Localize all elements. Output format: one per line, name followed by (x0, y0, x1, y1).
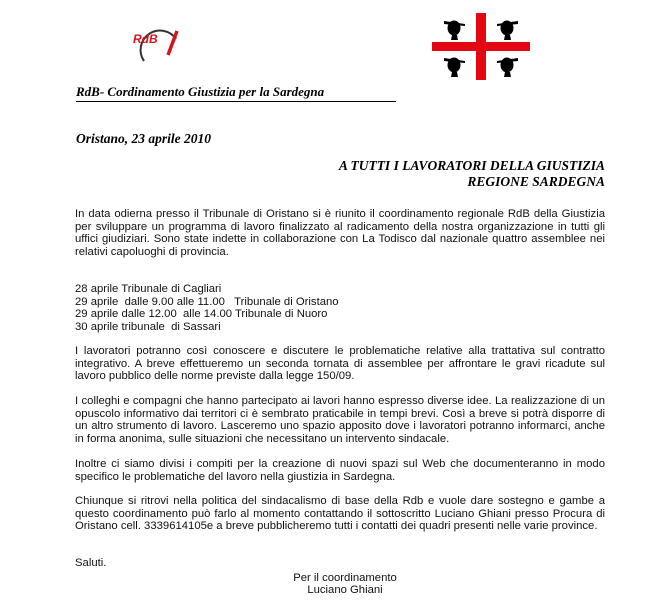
paragraph-contract: I lavoratori potranno così conoscere e discutere le problematiche relative alla trattativa sul contratto integrativo. A breve effettueremo un seconda tornata di assemblee per affrontare le gravi ricadute sul lavoro pubblico delle norme previste dalla legge 150/09. (75, 345, 605, 382)
schedule-item: 29 aprile dalle 9.00 alle 11.00 Tribunale di Oristano (75, 295, 339, 308)
title-underline (76, 101, 396, 102)
rdb-logo-icon (130, 25, 182, 65)
closing-greeting: Saluti. (75, 557, 107, 569)
paragraph-contact: Chiunque si ritrovi nella politica del sindacalismo di base della Rdb e vuole dare sostegno e gambe a questo coordinamento può farlo al momento contattando il sottoscritto Luciano Ghiani presso Procura di Oristano cell. 3339614105e a breve pubblicheremo tutti i contatti dei quadri presenti nelle varie province. (75, 495, 605, 532)
date-line: Oristano, 23 aprile 2010 (76, 131, 212, 146)
sardinia-flag-icon (432, 13, 530, 80)
schedule-item: 29 aprile dalle 12.00 alle 14.00 Tribunale di Nuoro (75, 308, 328, 320)
logo-text: RdB (133, 32, 158, 46)
schedule-item: 28 aprile Tribunale di Cagliari (75, 283, 222, 295)
schedule-item: 30 aprile tribunale di Sassari (75, 320, 221, 333)
organization-title: RdB- Cordinamento Giustizia per la Sardegna (76, 84, 325, 99)
signature-line-1: Per il coordinamento (293, 572, 397, 584)
paragraph-ideas: I colleghi e compagni che hanno partecipato ai lavori hanno espresso diverse idee. La realizzazione di un opuscolo informativo dai territori ci è sembrato praticabile in tempi brevi. Così a breve si potrà disporre di un altro strumento di lavoro. Lasceremo uno spazio apposito dove i lavoratori potranno informarci, anche in forma anonima, sulle situazioni che necessitano un intervento sindacale. (75, 395, 605, 445)
addressee-line-1: A TUTTI I LAVORATORI DELLA GIUSTIZIA (338, 158, 605, 173)
signature-name: Luciano Ghiani (307, 584, 383, 596)
paragraph-web: Inoltre ci siamo divisi i compiti per la creazione di nuovi spazi sul Web che documenteranno in modo specifico le problematiche del lavoro nella giustizia in Sardegna. (75, 458, 605, 483)
addressee-line-2: REGIONE SARDEGNA (467, 174, 605, 189)
paragraph-meeting: In data odierna presso il Tribunale di Oristano si è riunito il coordinamento regionale RdB della Giustizia per sviluppare un programma di lavoro finalizzato al radicamento della nostra organizzazione in tutti gli uffici giudiziari. Sono state indette in collaborazione con La Todisco dal nazionale quattro assemblee nei relativi capoluoghi di provincia. (75, 208, 605, 258)
addressee-block (230, 158, 605, 190)
signature-block (230, 572, 460, 596)
assembly-schedule (75, 283, 475, 333)
